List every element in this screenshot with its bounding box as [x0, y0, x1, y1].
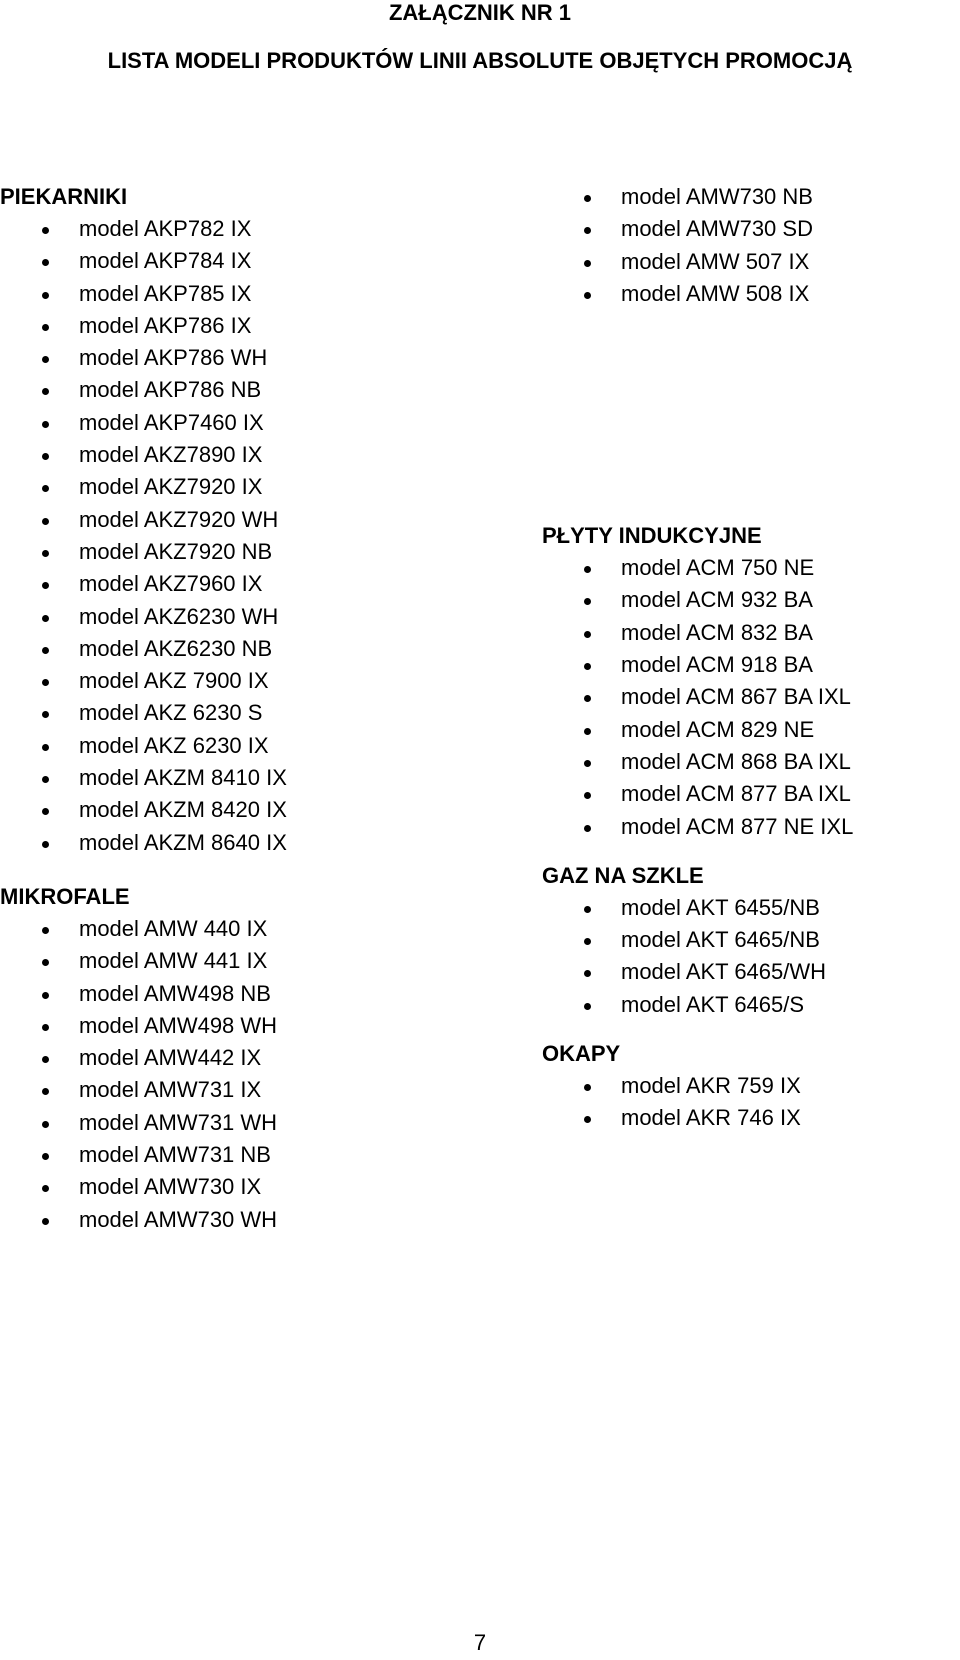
list-item: model AKP782 IX — [0, 213, 500, 245]
list-item: model AKZ7920 WH — [0, 504, 500, 536]
list-item: model AMW730 IX — [0, 1171, 500, 1203]
list-item: model AMW442 IX — [0, 1042, 500, 1074]
list-item: model AKZM 8410 IX — [0, 762, 500, 794]
list-item: model ACM 918 BA — [542, 649, 942, 681]
list-item: model AKZ 6230 S — [0, 697, 500, 729]
right-column — [542, 181, 942, 1135]
list-item: model AKT 6465/NB — [542, 924, 942, 956]
list-item: model AKZ 6230 IX — [0, 730, 500, 762]
section-heading-gaz-na-szkle: GAZ NA SZKLE — [542, 862, 704, 888]
list-item: model AKZ7920 IX — [0, 471, 500, 503]
document-subtitle: LISTA MODELI PRODUKTÓW LINII ABSOLUTE OBJĘTYCH PROMOCJĄ — [107, 48, 853, 73]
list-item: model ACM 868 BA IXL — [542, 746, 942, 778]
list-item: model AMW731 IX — [0, 1074, 500, 1106]
list-item: model AKT 6465/WH — [542, 956, 942, 988]
list-item: model AMW 507 IX — [542, 246, 942, 278]
list-item: model AKP786 IX — [0, 310, 500, 342]
list-item: model AMW730 WH — [0, 1204, 500, 1236]
list-item: model ACM 832 BA — [542, 617, 942, 649]
list-item: model AMW730 SD — [542, 213, 942, 245]
list-item: model AKP7460 IX — [0, 407, 500, 439]
list-item: model AKP784 IX — [0, 245, 500, 277]
list-item: model ACM 877 NE IXL — [542, 811, 942, 843]
list-item: model AKT 6455/NB — [542, 892, 942, 924]
list-item: model AKT 6465/S — [542, 989, 942, 1021]
list-item: model AKZ6230 NB — [0, 633, 500, 665]
list-item: model AKP785 IX — [0, 278, 500, 310]
list-item: model AKP786 NB — [0, 374, 500, 406]
list-item: model AKZM 8640 IX — [0, 827, 500, 859]
list-item: model AKZ7960 IX — [0, 568, 500, 600]
list-item: model ACM 932 BA — [542, 584, 942, 616]
left-column — [0, 181, 500, 1236]
section-heading-piekarniki: PIEKARNIKI — [0, 184, 128, 209]
list-item: model ACM 750 NE — [542, 552, 942, 584]
list-piekarniki — [0, 213, 500, 859]
list-item: model AKR 746 IX — [542, 1102, 942, 1134]
list-item: model ACM 877 BA IXL — [542, 778, 942, 810]
list-item: model AKZ 7900 IX — [0, 665, 500, 697]
list-item: model AKR 759 IX — [542, 1070, 942, 1102]
list-item: model ACM 829 NE — [542, 714, 942, 746]
list-item: model AKZ7890 IX — [0, 439, 500, 471]
list-item: model AMW 508 IX — [542, 278, 942, 310]
list-item: model AKZ6230 WH — [0, 601, 500, 633]
list-item: model AMW731 NB — [0, 1139, 500, 1171]
page-number: 7 — [473, 1630, 487, 1655]
list-item: model AMW730 NB — [542, 181, 942, 213]
list-item: model AMW731 WH — [0, 1107, 500, 1139]
document-title: ZAŁĄCZNIK NR 1 — [388, 0, 572, 25]
list-gaz-na-szkle — [542, 892, 942, 1021]
list-item: model AMW498 NB — [0, 978, 500, 1010]
list-mikrofale-continued — [542, 181, 942, 310]
section-heading-okapy: OKAPY — [542, 1041, 621, 1067]
section-heading-plyty-indukcyjne: PŁYTY INDUKCYJNE — [542, 523, 762, 549]
list-item: model ACM 867 BA IXL — [542, 681, 942, 713]
list-mikrofale — [0, 913, 500, 1236]
list-item: model AKP786 WH — [0, 342, 500, 374]
list-item: model AKZM 8420 IX — [0, 794, 500, 826]
list-item: model AMW498 WH — [0, 1010, 500, 1042]
list-item: model AMW 440 IX — [0, 913, 500, 945]
section-heading-mikrofale: MIKROFALE — [0, 883, 130, 909]
list-item: model AKZ7920 NB — [0, 536, 500, 568]
list-okapy — [542, 1070, 942, 1135]
list-plyty-indukcyjne — [542, 552, 942, 843]
list-item: model AMW 441 IX — [0, 945, 500, 977]
